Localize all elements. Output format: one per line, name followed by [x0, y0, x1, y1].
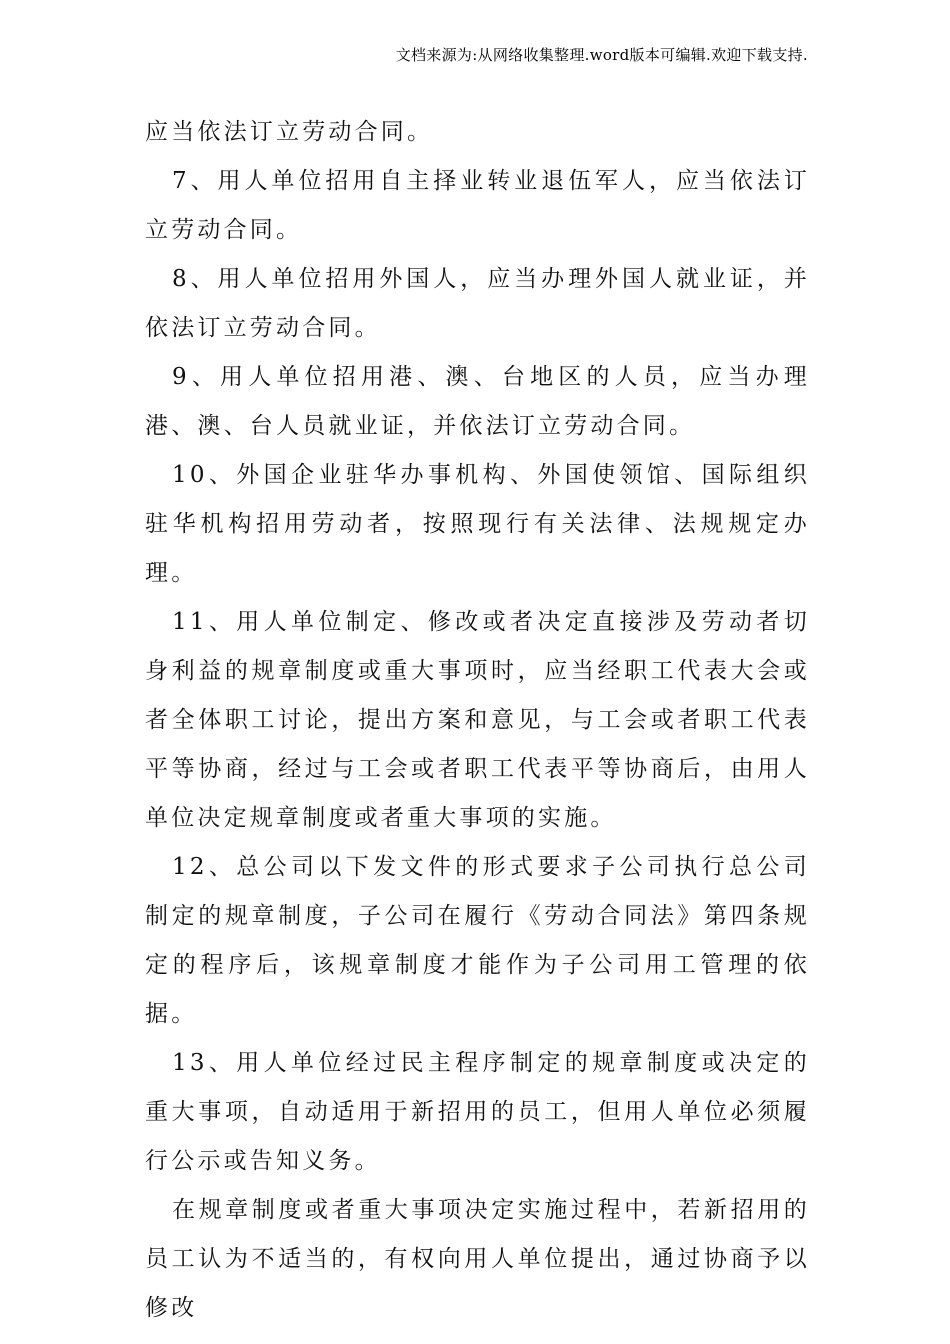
paragraph-item-13: 13、用人单位经过民主程序制定的规章制度或决定的重大事项，自动适用于新招用的员工，但用人单位必须履行公示或告知义务。 — [145, 1050, 810, 1174]
paragraph-item-8: 8、用人单位招用外国人，应当办理外国人就业证，并依法订立劳动合同。 — [145, 266, 810, 341]
paragraph-item-9: 9、用人单位招用港、澳、台地区的人员，应当办理港、澳、台人员就业证，并依法订立劳动合同。 — [145, 364, 810, 439]
document-body — [145, 108, 810, 1333]
paragraph-item-11: 11、用人单位制定、修改或者决定直接涉及劳动者切身利益的规章制度或重大事项时，应当经职工代表大会或者全体职工讨论，提出方案和意见，与工会或者职工代表平等协商，经过与工会或者职工代表平等协商后，由用人单位决定规章制度或者重大事项的实施。 — [145, 609, 810, 831]
paragraph-item-12: 12、总公司以下发文件的形式要求子公司执行总公司制定的规章制度，子公司在履行《劳动合同法》第四条规定的程序后，该规章制度才能作为子公司用工管理的依据。 — [145, 854, 810, 1027]
paragraph-continuation: 应当依法订立劳动合同。 — [145, 119, 434, 145]
paragraph-item-10: 10、外国企业驻华办事机构、外国使领馆、国际组织驻华机构招用劳动者，按照现行有关法律、法规规定办理。 — [145, 462, 810, 586]
page-header-note: 文档来源为:从网络收集整理.word版本可编辑.欢迎下载支持. — [395, 46, 808, 64]
paragraph-item-7: 7、用人单位招用自主择业转业退伍军人，应当依法订立劳动合同。 — [145, 168, 810, 243]
paragraph-closing: 在规章制度或者重大事项决定实施过程中，若新招用的员工认为不适当的，有权向用人单位提出，通过协商予以修改 — [145, 1197, 810, 1321]
